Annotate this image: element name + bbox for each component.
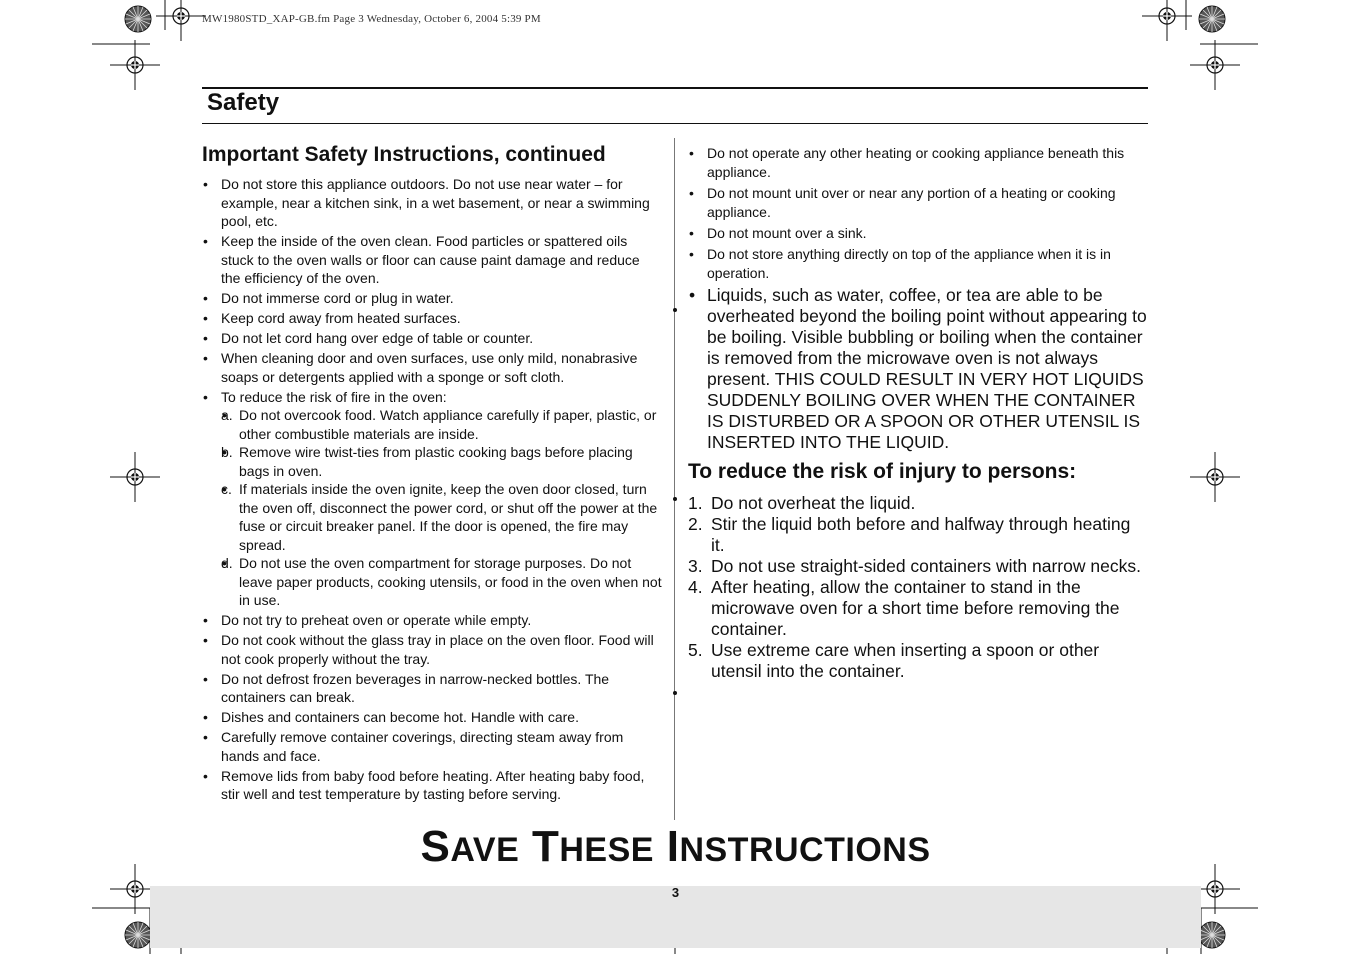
step-marker: 1. bbox=[688, 493, 703, 513]
step-text: After heating, allow the container to stand in the microwave oven for a short time before removing the container. bbox=[711, 577, 1120, 639]
step-text: Do not use straight-sided containers with narrow necks. bbox=[711, 556, 1141, 576]
liquids-warning-list bbox=[688, 285, 1148, 453]
list-item: • Do not store anything directly on top of the appliance when it is in operation. bbox=[688, 245, 1148, 283]
list-item: • Dishes and containers can become hot. Handle with care. bbox=[202, 708, 662, 727]
divider-dot bbox=[673, 308, 677, 312]
list-item: • Remove lids from baby food before heating. After heating baby food, stir well and test temperature by tasting before serving. bbox=[202, 767, 662, 804]
step-marker: • d. bbox=[221, 555, 233, 571]
list-item: • Do not try to preheat oven or operate while empty. bbox=[202, 611, 662, 630]
list-item: • Do not let cord hang over edge of table or counter. bbox=[202, 329, 662, 348]
step-marker: • b. bbox=[221, 444, 233, 460]
list-item: • Carefully remove container coverings, directing steam away from hands and face. bbox=[202, 728, 662, 765]
list-item bbox=[221, 554, 662, 610]
list-item: • Keep cord away from heated surfaces. bbox=[202, 309, 662, 328]
step-text: Stir the liquid both before and halfway through heating it. bbox=[711, 514, 1131, 555]
banner-cap: I bbox=[666, 822, 680, 871]
banner-cap: T bbox=[531, 822, 560, 871]
fire-intro: To reduce the risk of fire in the oven: bbox=[221, 388, 447, 405]
step-text: Use extreme care when inserting a spoon or other utensil into the container. bbox=[711, 640, 1100, 681]
safety-instructions-heading: Important Safety Instructions, continued bbox=[202, 143, 606, 166]
injury-steps-list bbox=[688, 493, 1148, 682]
step-text: Do not overcook food. Watch appliance carefully if paper, plastic, or other combustible materials are inside. bbox=[239, 407, 657, 442]
banner-small: AVE bbox=[450, 831, 520, 869]
banner-small: NSTRUCTIONS bbox=[679, 831, 931, 869]
step-marker: 2. bbox=[688, 514, 703, 534]
list-item bbox=[688, 493, 1148, 514]
list-item-fire bbox=[202, 388, 662, 610]
column-divider bbox=[674, 138, 675, 820]
list-item bbox=[221, 480, 662, 554]
step-text: Do not use the oven compartment for storage purposes. Do not leave paper products, cooking utensils, or food in the oven when not in use. bbox=[239, 555, 662, 608]
step-marker: • c. bbox=[221, 481, 232, 497]
section-title: Safety bbox=[207, 89, 280, 116]
step-text: If materials inside the oven ignite, keep the oven door closed, turn the oven off, disconnect the power cord, or shut off the power at the fuse or circuit breaker panel. If the door is opened, the fire may spread. bbox=[239, 481, 658, 553]
fire-steps-list bbox=[221, 406, 662, 610]
list-item: • Do not operate any other heating or cooking appliance beneath this appliance. bbox=[688, 144, 1148, 182]
list-item bbox=[221, 406, 662, 443]
mounting-bullet-list bbox=[688, 144, 1148, 283]
left-column bbox=[202, 142, 662, 805]
list-item: • Do not mount over a sink. bbox=[688, 224, 1148, 243]
header-rule-bottom bbox=[202, 123, 1148, 124]
list-item: • Keep the inside of the oven clean. Food particles or spattered oils stuck to the oven walls or floor can cause paint damage and reduce the efficiency of the oven. bbox=[202, 232, 662, 288]
banner-small: HESE bbox=[559, 831, 654, 869]
page-number: 3 bbox=[671, 885, 680, 900]
safety-bullet-list bbox=[202, 175, 662, 804]
step-marker: 4. bbox=[688, 577, 703, 597]
banner-cap: S bbox=[420, 822, 451, 871]
list-item: • Do not cook without the glass tray in place on the oven floor. Food will not cook properly without the tray. bbox=[202, 631, 662, 668]
step-marker: 5. bbox=[688, 640, 703, 660]
right-column bbox=[688, 144, 1148, 682]
step-text: Do not overheat the liquid. bbox=[711, 493, 916, 513]
step-marker: 3. bbox=[688, 556, 703, 576]
liquids-warning: • Liquids, such as water, coffee, or tea are able to be overheated beyond the boiling point without appearing to be boiling. Visible bubbling or boiling when the container is removed from the microwave oven is not always present. THIS COULD RESULT IN VERY HOT LIQUIDS SUDDENLY BOILING OVER WHEN THE CONTAINER IS DISTURBED OR A SPOON OR OTHER UTENSIL IS INSERTED INTO THE LIQUID. bbox=[688, 285, 1148, 453]
list-item bbox=[221, 443, 662, 480]
file-slug: MW1980STD_XAP-GB.fm Page 3 Wednesday, October 6, 2004 5:39 PM bbox=[202, 13, 541, 25]
list-item: • Do not mount unit over or near any portion of a heating or cooking appliance. bbox=[688, 184, 1148, 222]
save-instructions-banner bbox=[0, 822, 1351, 872]
list-item bbox=[688, 640, 1148, 682]
list-item: • Do not immerse cord or plug in water. bbox=[202, 289, 662, 308]
divider-dot bbox=[673, 497, 677, 501]
list-item: • When cleaning door and oven surfaces, use only mild, nonabrasive soaps or detergents applied with a sponge or soft cloth. bbox=[202, 349, 662, 386]
list-item bbox=[688, 577, 1148, 640]
list-item bbox=[688, 514, 1148, 556]
step-marker: • a. bbox=[221, 407, 233, 423]
divider-dot bbox=[673, 691, 677, 695]
list-item: • Do not store this appliance outdoors. Do not use near water – for example, near a kitchen sink, in a wet basement, or near a swimming pool, etc. bbox=[202, 175, 662, 231]
list-item bbox=[688, 556, 1148, 577]
step-text: Remove wire twist-ties from plastic cooking bags before placing bags in oven. bbox=[239, 444, 633, 479]
header-rule-top bbox=[202, 87, 1148, 89]
injury-risk-heading: To reduce the risk of injury to persons: bbox=[688, 460, 1077, 483]
list-item: • Do not defrost frozen beverages in narrow-necked bottles. The containers can break. bbox=[202, 670, 662, 707]
